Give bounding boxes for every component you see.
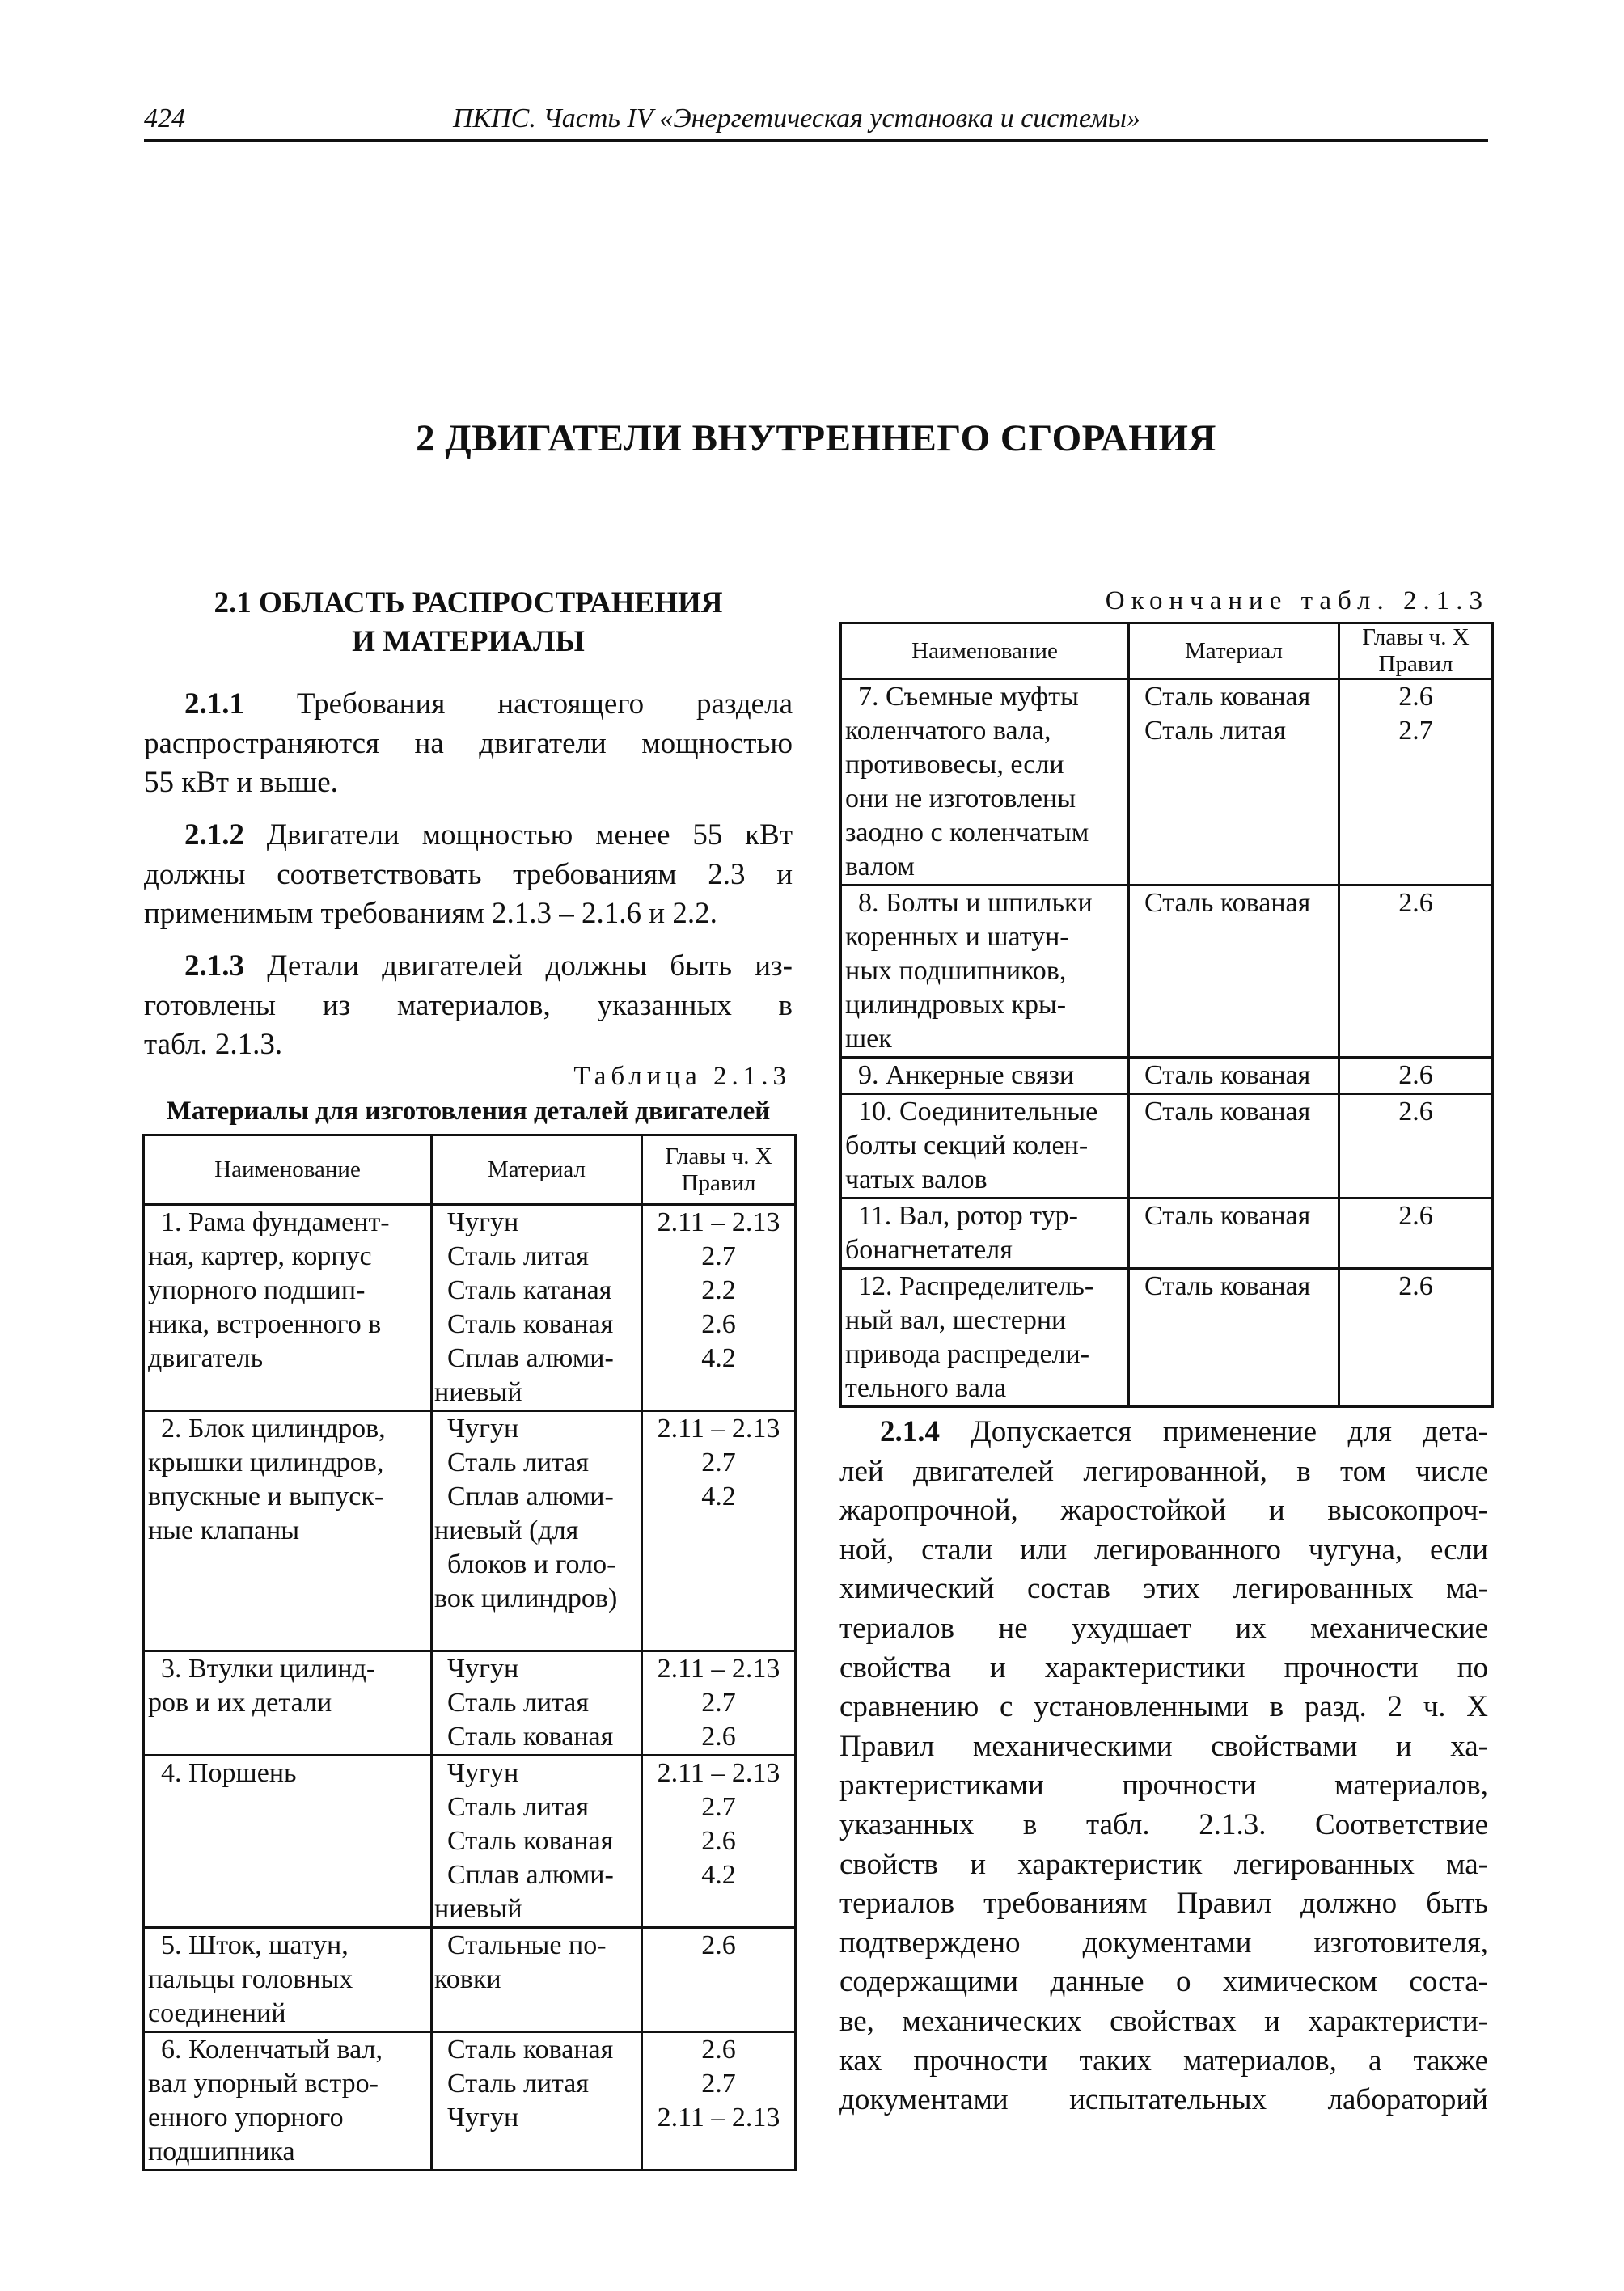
cell-name-line: коренных и шатун- (845, 922, 1069, 952)
paragraph-line: табл. 2.1.3. (144, 1028, 283, 1062)
cell-chapter-line: 4.2 (701, 1860, 736, 1890)
section-heading-line2: И МАТЕРИАЛЫ (352, 625, 585, 658)
paragraph-2-1-2 (144, 816, 793, 934)
cell-material-line (433, 2135, 641, 2169)
cell-chapter-line: 2.6 (1398, 1097, 1433, 1126)
cell-chapter (642, 2032, 796, 2171)
cell-name-line: 5. Шток, шатун, (161, 1930, 349, 1960)
cell-chapter-line (1340, 816, 1491, 850)
paragraph-line: ках прочности таких материалов, а также (839, 2044, 1488, 2078)
cell-name (841, 886, 1129, 1058)
cell-chapter (642, 1928, 796, 2032)
cell-chapter-line: 2.6 (701, 1722, 736, 1752)
cell-chapter-line: 2.6 (1398, 1060, 1433, 1090)
cell-material-line (1130, 748, 1338, 782)
cell-material-line: Сплав алюми- (447, 1482, 614, 1511)
cell-chapter (1339, 886, 1493, 1058)
cell-chapter-line (643, 2135, 794, 2169)
cell-name (144, 2032, 432, 2171)
cell-chapter (642, 1651, 796, 1756)
cell-name-line: 2. Блок цилиндров, (161, 1414, 386, 1443)
cell-material-line: Чугун (447, 2103, 519, 2132)
running-header-title: ПКПС. Часть IV «Энергетическая установка и системы» (453, 104, 1140, 133)
cell-chapter-line: 2.6 (701, 1826, 736, 1856)
table-row (841, 1198, 1493, 1269)
cell-material-line: ниевый (для (434, 1515, 579, 1545)
cell-material-line: Сталь кованая (447, 2035, 614, 2065)
paragraph-number: 2.1.3 (184, 949, 244, 983)
cell-chapter-line (643, 1376, 794, 1410)
cell-name (144, 1928, 432, 2032)
cell-name-line: ные клапаны (148, 1515, 300, 1545)
paragraph-line (839, 1413, 1488, 1452)
cell-name-line (145, 1582, 430, 1616)
cell-material-line (433, 1997, 641, 2031)
paragraph-2-1-3 (144, 947, 793, 1065)
cell-chapter-line (1340, 748, 1491, 782)
header-chapters (1339, 623, 1493, 679)
header-name: Наименование (144, 1135, 432, 1205)
cell-chapter-line (1340, 1233, 1491, 1267)
cell-material-line: ниевый (434, 1377, 522, 1407)
paragraph-line: ной, стали или легированного чугуна, если (839, 1532, 1488, 1566)
cell-material-line (1130, 782, 1338, 816)
cell-name (144, 1411, 432, 1651)
cell-material (1129, 1269, 1339, 1407)
cell-material-line: Сталь кованая (447, 1722, 614, 1752)
table-continuation-label: Окончание табл. 2.1.3 (1105, 586, 1489, 615)
table-row (144, 1928, 796, 2032)
cell-material-line: Чугун (447, 1207, 519, 1237)
cell-chapter (642, 1411, 796, 1651)
cell-name (841, 1269, 1129, 1407)
cell-name (841, 1058, 1129, 1094)
paragraph-line (144, 947, 793, 987)
cell-name-line: 1. Рама фундамент- (161, 1207, 390, 1237)
header-chapters-line2: Правил (1378, 651, 1453, 677)
cell-material-line: ковки (434, 1964, 501, 1994)
cell-name-line: 6. Коленчатый вал, (161, 2035, 383, 2065)
cell-material-line: блоков и голо- (447, 1549, 616, 1579)
cell-chapter (1339, 679, 1493, 886)
cell-chapter-line: 2.6 (1398, 682, 1433, 712)
cell-name-line: ная, картер, корпус (148, 1241, 372, 1271)
cell-name-line: двигатель (148, 1343, 264, 1373)
cell-name-line: болты секций колен- (845, 1131, 1089, 1160)
paragraph-line: готовлены из материалов, указанных в (144, 988, 793, 1022)
cell-material-line (1130, 1372, 1338, 1405)
cell-chapter-line (643, 1548, 794, 1582)
paragraph-number: 2.1.2 (184, 818, 244, 852)
cell-name-line: 7. Съемные муфты (858, 682, 1079, 712)
table-row (841, 679, 1493, 886)
header-chapters-line1: Главы ч. X (1362, 624, 1470, 650)
cell-name-line: ных подшипников, (845, 956, 1067, 986)
cell-material (1129, 1058, 1339, 1094)
cell-name-line: 11. Вал, ротор тур- (858, 1201, 1078, 1231)
cell-material-line (1130, 816, 1338, 850)
paragraph-number: 2.1.1 (184, 687, 244, 721)
cell-name-line: соединений (148, 1998, 286, 2028)
cell-material-line: Сталь литая (447, 1241, 590, 1271)
cell-chapter-line (643, 1514, 794, 1548)
cell-chapter-line: 2.6 (1398, 888, 1433, 918)
cell-chapter-line (1340, 1338, 1491, 1372)
cell-name-line: ный вал, шестерни (845, 1305, 1067, 1335)
cell-name-line: 8. Болты и шпильки (858, 888, 1093, 918)
paragraph-line: лей двигателей легированной, в том числе (839, 1454, 1488, 1488)
cell-chapter-line (643, 1997, 794, 2031)
cell-name-line (145, 1790, 430, 1824)
cell-material-line: Сталь кованая (1144, 1201, 1311, 1231)
cell-chapter-line: 2.6 (701, 1930, 736, 1960)
cell-chapter-line (1340, 782, 1491, 816)
header-name: Наименование (841, 623, 1129, 679)
cell-chapter-line (643, 1963, 794, 1997)
cell-chapter-line: 2.11 – 2.13 (657, 1758, 780, 1788)
cell-name (841, 679, 1129, 886)
paragraph-line (144, 816, 793, 856)
cell-name (144, 1756, 432, 1928)
cell-name-line: цилиндровых кры- (845, 990, 1067, 1020)
cell-name-line: пальцы головных (148, 1964, 353, 1994)
materials-table (142, 1134, 797, 2171)
paragraph-line: применимым требованиям 2.1.3 – 2.1.6 и 2.2. (144, 897, 717, 931)
paragraph-line: 55 кВт и выше. (144, 766, 338, 800)
cell-material-line (1130, 1022, 1338, 1056)
cell-name-line (145, 1858, 430, 1892)
cell-name-line: ров и их детали (148, 1688, 332, 1718)
paragraph-line: Правил механическими свойствами и ха- (839, 1729, 1488, 1763)
table-caption: Материалы для изготовления деталей двигателей (166, 1097, 771, 1126)
cell-material-line: Стальные по- (447, 1930, 607, 1960)
cell-name-line: противовесы, если (845, 750, 1064, 780)
cell-material-line (1130, 1129, 1338, 1163)
cell-material (432, 1928, 642, 2032)
cell-chapter-line (1340, 1163, 1491, 1197)
paragraph-line: жаропрочной, жаростойкой и высокопроч- (839, 1494, 1488, 1528)
header-chapters-line1: Главы ч. X (665, 1143, 772, 1169)
cell-name-line: подшипника (148, 2137, 295, 2166)
cell-chapter-line (1340, 988, 1491, 1022)
cell-name-line (145, 1616, 430, 1650)
cell-material-line: Сталь литая (447, 1688, 590, 1718)
cell-material-line (1130, 920, 1338, 954)
cell-material-line: Чугун (447, 1414, 519, 1443)
cell-chapter-line: 2.7 (701, 1792, 736, 1822)
cell-name-line: крышки цилиндров, (148, 1448, 384, 1477)
cell-name-line: чатых валов (845, 1165, 988, 1194)
cell-material-line (1130, 1163, 1338, 1197)
cell-material (432, 1205, 642, 1411)
table-row (841, 1058, 1493, 1094)
cell-name-line: шек (845, 1024, 892, 1054)
cell-name-line: привода распредели- (845, 1339, 1090, 1369)
cell-name-line: 12. Распределитель- (858, 1271, 1094, 1301)
cell-chapter-line: 2.6 (701, 2035, 736, 2065)
cell-chapter-line: 2.6 (1398, 1201, 1433, 1231)
cell-chapter-line (1340, 954, 1491, 988)
table-row (144, 1651, 796, 1756)
cell-material-line: Сталь литая (447, 1792, 590, 1822)
cell-material-line (1130, 850, 1338, 884)
cell-name-line: 10. Соединительные (858, 1097, 1098, 1126)
cell-name-line: 9. Анкерные связи (858, 1060, 1075, 1090)
cell-material-line: Сталь кованая (1144, 682, 1311, 712)
cell-name-line: ника, встроенного в (148, 1309, 382, 1339)
cell-chapter-line: 2.11 – 2.13 (657, 1414, 780, 1443)
paragraph-line: териалов не ухудшает их механические (839, 1611, 1488, 1645)
cell-material-line: Сплав алюми- (447, 1343, 614, 1373)
cell-name-line (145, 1548, 430, 1582)
paragraph-line: териалов требованиям Правил должно быть (839, 1887, 1488, 1921)
cell-chapter-line: 4.2 (701, 1343, 736, 1373)
paragraph-line (144, 685, 793, 725)
cell-chapter-line: 2.11 – 2.13 (657, 2103, 780, 2132)
cell-material-line: вок цилиндров) (434, 1583, 618, 1613)
cell-chapter-line: 2.2 (701, 1275, 736, 1305)
table-header-row (841, 623, 1493, 679)
header-chapters-line2: Правил (681, 1169, 756, 1196)
cell-chapter-line: 2.6 (701, 1309, 736, 1339)
table-row (144, 2032, 796, 2171)
cell-chapter (1339, 1198, 1493, 1269)
cell-chapter-line (643, 1582, 794, 1616)
paragraph-line: подтверждено документами изготовителя, (839, 1925, 1488, 1959)
cell-chapter-line: 2.7 (701, 1688, 736, 1718)
cell-material-line (1130, 1233, 1338, 1267)
cell-material (432, 1411, 642, 1651)
cell-name-line: 4. Поршень (161, 1758, 297, 1788)
cell-name-line: впускные и выпуск- (148, 1482, 384, 1511)
cell-chapter-line: 2.7 (701, 1448, 736, 1477)
page-number: 424 (144, 104, 185, 133)
cell-material-line: Чугун (447, 1758, 519, 1788)
cell-material-line: Сталь литая (447, 2069, 590, 2099)
cell-name (841, 1198, 1129, 1269)
cell-name-line (145, 1824, 430, 1858)
table-row (841, 1094, 1493, 1198)
cell-material (1129, 1198, 1339, 1269)
cell-material (1129, 1094, 1339, 1198)
cell-material (1129, 886, 1339, 1058)
paragraph-line: документами испытательных лабораторий (839, 2083, 1488, 2117)
cell-name-line: енного упорного (148, 2103, 344, 2132)
cell-chapter-line: 2.11 – 2.13 (657, 1207, 780, 1237)
cell-name-line (145, 1892, 430, 1926)
cell-material-line: Сталь кованая (1144, 1097, 1311, 1126)
cell-chapter-line: 2.7 (701, 2069, 736, 2099)
table-header-row (144, 1135, 796, 1205)
cell-chapter-line (1340, 1129, 1491, 1163)
cell-material-line: Сплав алюми- (447, 1860, 614, 1890)
cell-chapter (642, 1205, 796, 1411)
paragraph-text: Требования настоящего раздела (296, 687, 793, 721)
cell-material-line: ниевый (434, 1894, 522, 1924)
cell-chapter (1339, 1094, 1493, 1198)
cell-chapter-line: 2.11 – 2.13 (657, 1654, 780, 1684)
cell-chapter-line: 2.7 (701, 1241, 736, 1271)
cell-material-line (1130, 1338, 1338, 1372)
cell-chapter-line: 4.2 (701, 1482, 736, 1511)
cell-name-line (145, 1376, 430, 1410)
cell-name-line (145, 1720, 430, 1754)
header-rule (144, 139, 1488, 142)
paragraph-line: химический состав этих легированных ма- (839, 1572, 1488, 1606)
cell-material (432, 2032, 642, 2171)
cell-chapter-line (1340, 920, 1491, 954)
cell-name-line: тельного вала (845, 1373, 1007, 1403)
cell-material (432, 1756, 642, 1928)
cell-material-line: Сталь кованая (1144, 888, 1311, 918)
paragraph-line: свойств и характеристик легированных ма- (839, 1847, 1488, 1881)
paragraph-line: должны соответствовать требованиям 2.3 и (144, 857, 793, 891)
cell-name-line: они не изготовлены (845, 784, 1076, 814)
cell-name-line: 3. Втулки цилинд- (161, 1654, 376, 1684)
cell-name (144, 1205, 432, 1411)
cell-chapter-line (1340, 850, 1491, 884)
paragraph-line: указанных в табл. 2.1.3. Соответствие (839, 1807, 1488, 1841)
cell-material-line: Сталь кованая (1144, 1271, 1311, 1301)
chapter-title: 2 ДВИГАТЕЛИ ВНУТРЕННЕГО СГОРАНИЯ (416, 417, 1216, 459)
materials-table-continued (839, 622, 1494, 1408)
paragraph-number: 2.1.4 (880, 1415, 940, 1448)
cell-material-line: Сталь кованая (447, 1309, 614, 1339)
table-row (144, 1205, 796, 1411)
paragraph-line: ве, механических свойствах и характеристи- (839, 2004, 1488, 2038)
cell-material-line: Сталь кованая (447, 1826, 614, 1856)
table-row (841, 1269, 1493, 1407)
section-heading (144, 584, 793, 662)
paragraph-text: Двигатели мощностью менее 55 кВт (266, 818, 793, 852)
cell-chapter-line: 2.7 (1398, 716, 1433, 746)
paragraph-line: свойства и характеристики прочности по (839, 1651, 1488, 1684)
cell-material-line (1130, 1304, 1338, 1338)
cell-name-line: валом (845, 852, 915, 881)
cell-material-line: Сталь литая (447, 1448, 590, 1477)
paragraph-line: рактеристиками прочности материалов, (839, 1769, 1488, 1803)
paragraph-2-1-4 (839, 1413, 1488, 2120)
header-material: Материал (432, 1135, 642, 1205)
cell-chapter (1339, 1058, 1493, 1094)
cell-material-line (1130, 954, 1338, 988)
cell-chapter-line (643, 1892, 794, 1926)
cell-chapter-line: 2.6 (1398, 1271, 1433, 1301)
cell-name (841, 1094, 1129, 1198)
cell-name-line: вал упорный встро- (148, 2069, 379, 2099)
paragraph-line: сравнению с установленными в разд. 2 ч. X (839, 1690, 1488, 1724)
paragraph-line: распространяются на двигатели мощностью (144, 726, 793, 760)
cell-material-line: Сталь катаная (447, 1275, 612, 1305)
cell-material-line: Сталь кованая (1144, 1060, 1311, 1090)
paragraph-line: содержащими данные о химическом соста- (839, 1965, 1488, 1999)
cell-name-line: заодно с коленчатым (845, 818, 1089, 848)
table-row (144, 1411, 796, 1651)
cell-material-line (1130, 988, 1338, 1022)
cell-chapter (1339, 1269, 1493, 1407)
cell-name-line: бонагнетателя (845, 1235, 1013, 1265)
section-heading-line1: 2.1 ОБЛАСТЬ РАСПРОСТРАНЕНИЯ (214, 586, 723, 619)
cell-chapter (642, 1756, 796, 1928)
table-row (144, 1756, 796, 1928)
cell-material-line: Чугун (447, 1654, 519, 1684)
cell-chapter-line (1340, 1372, 1491, 1405)
paragraph-text: Допускается применение для дета- (971, 1415, 1489, 1448)
paragraph-text: Детали двигателей должны быть из- (267, 949, 793, 983)
cell-name-line: коленчатого вала, (845, 716, 1051, 746)
cell-name-line: упорного подшип- (148, 1275, 366, 1305)
cell-chapter-line (1340, 1022, 1491, 1056)
table-label: Таблица 2.1.3 (573, 1062, 791, 1091)
cell-chapter-line (1340, 1304, 1491, 1338)
table-row (841, 886, 1493, 1058)
cell-material (432, 1651, 642, 1756)
header-chapters (642, 1135, 796, 1205)
cell-material (1129, 679, 1339, 886)
cell-name (144, 1651, 432, 1756)
header-material: Материал (1129, 623, 1339, 679)
cell-material-line: Сталь литая (1144, 716, 1287, 746)
paragraph-2-1-1 (144, 685, 793, 803)
